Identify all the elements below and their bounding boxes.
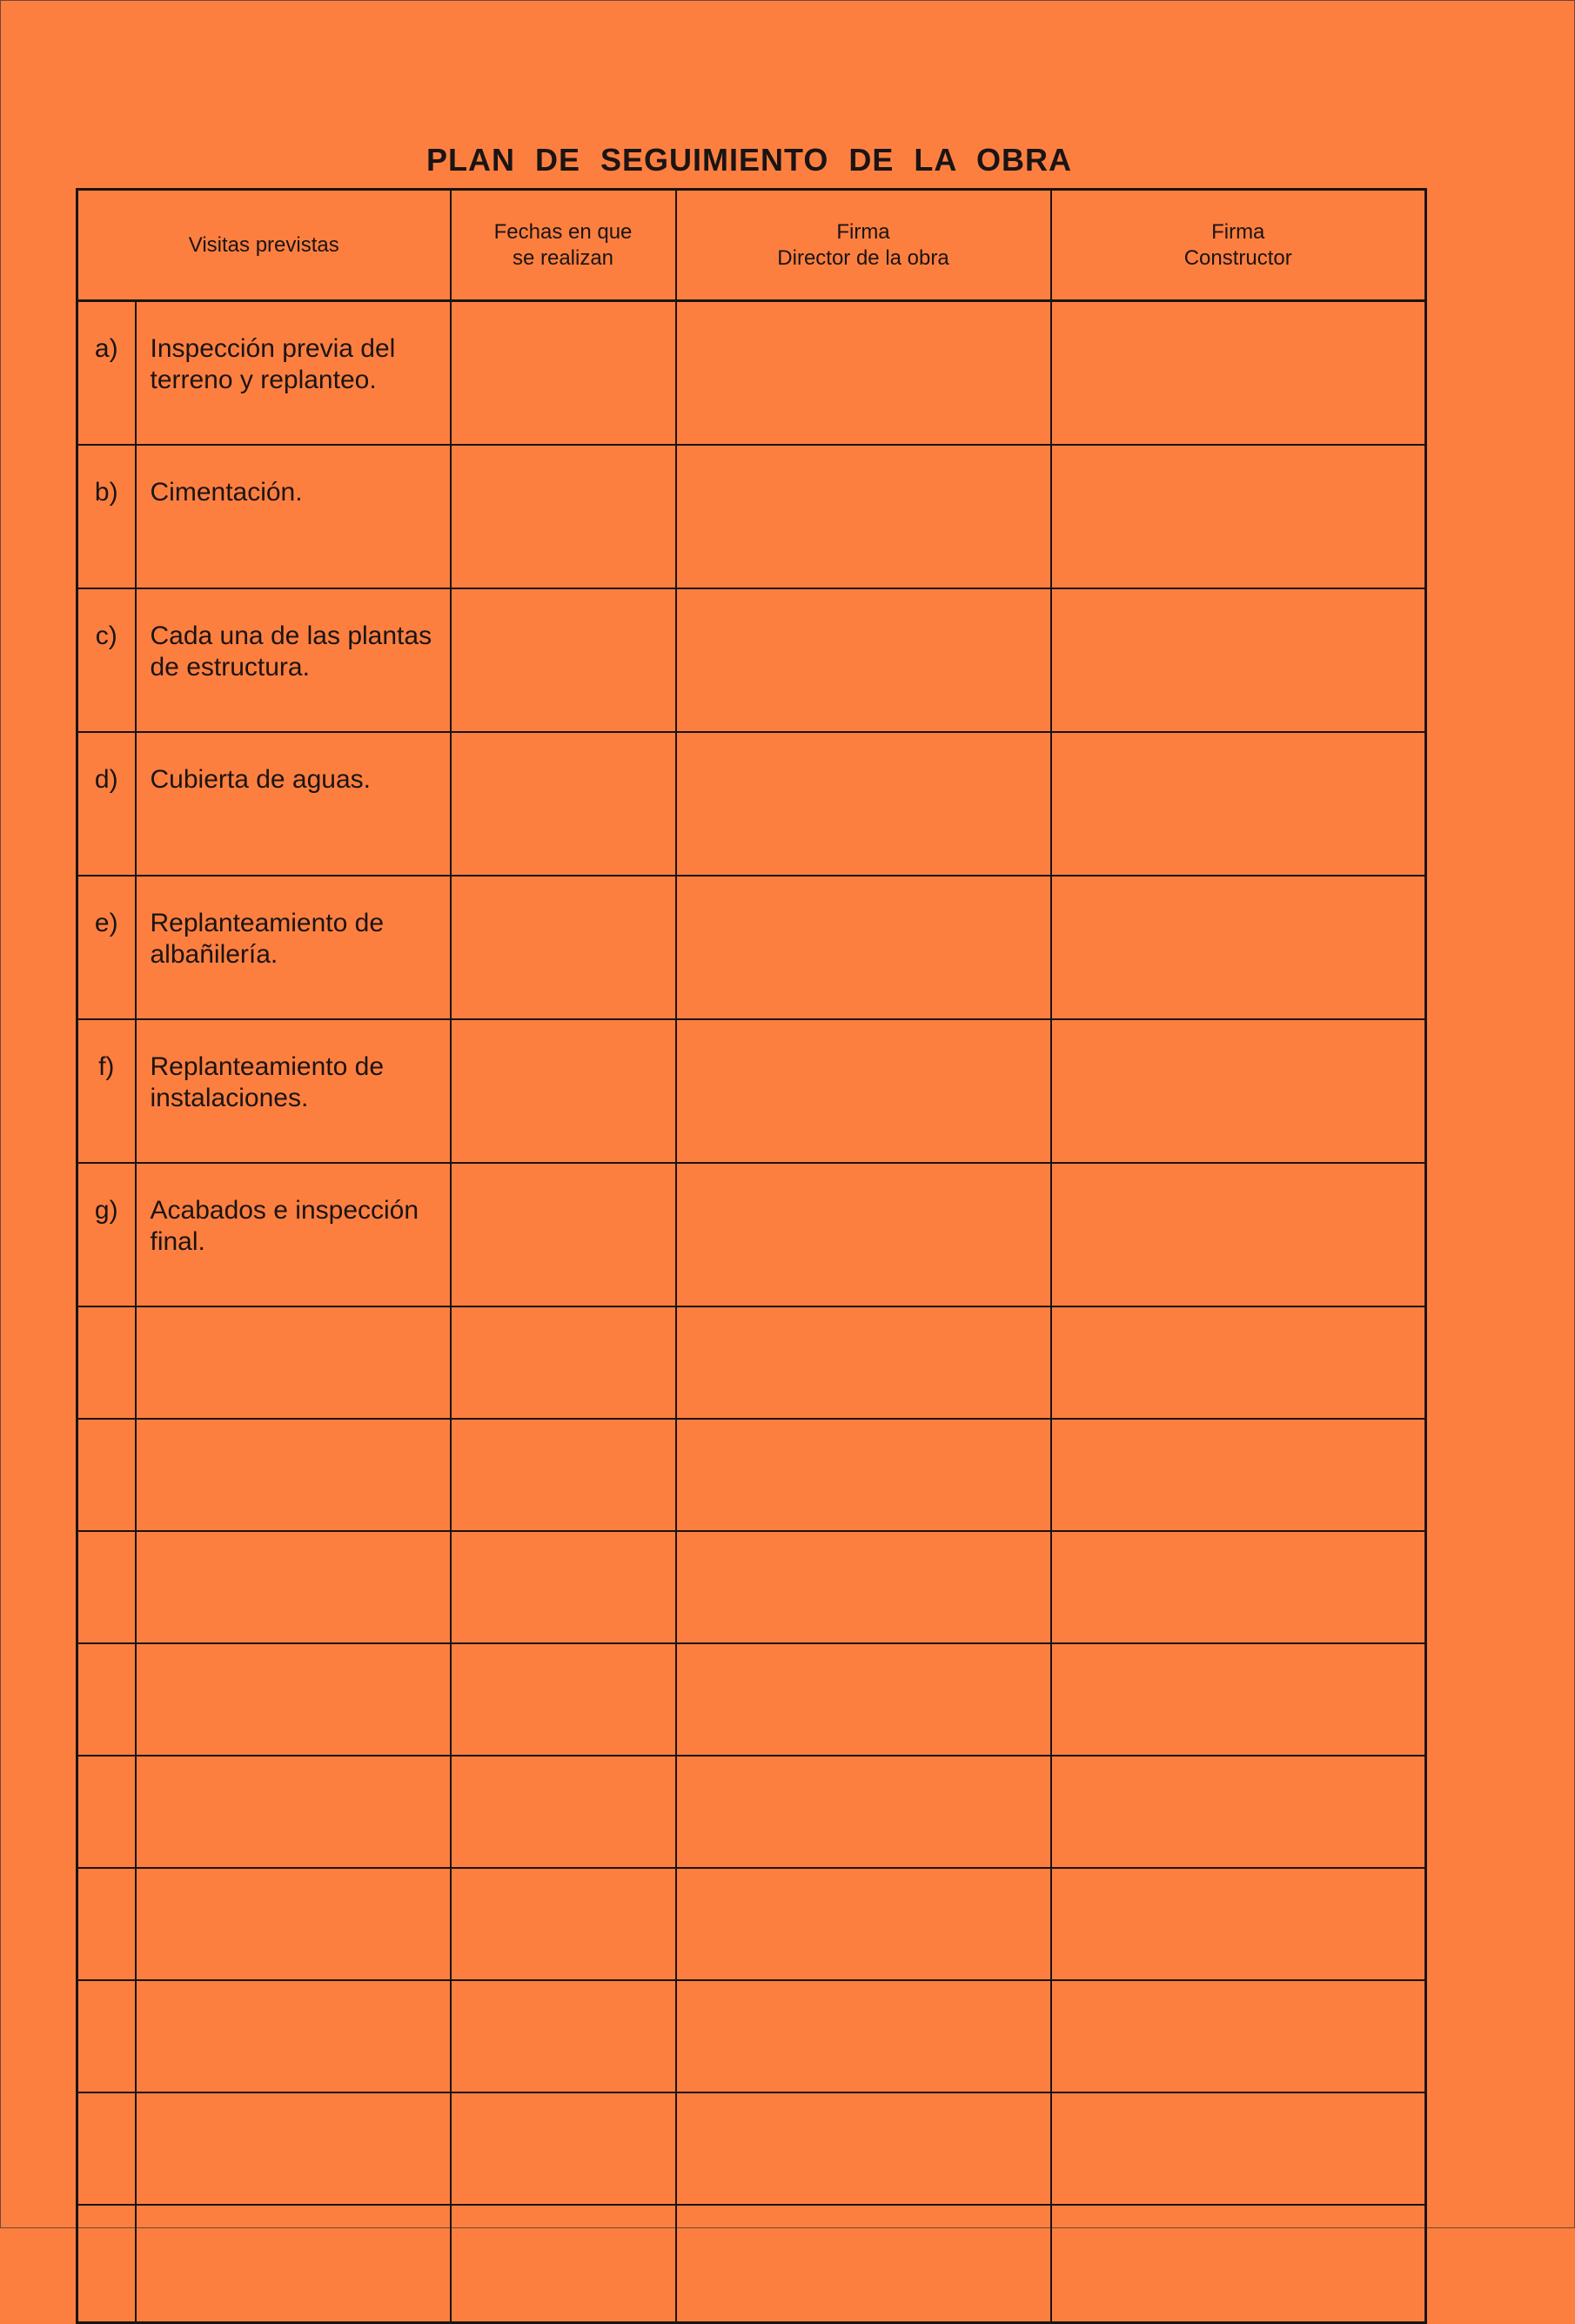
- row-visit: Acabados e inspección final.: [136, 1163, 451, 1306]
- director-signature-cell[interactable]: [676, 1643, 1051, 1756]
- row-letter: d): [77, 732, 136, 876]
- date-cell[interactable]: [451, 1980, 676, 2092]
- empty-letter-cell: [77, 1306, 136, 1419]
- header-constructor-line2: Constructor: [1183, 245, 1292, 270]
- constructor-signature-cell[interactable]: [1051, 301, 1426, 446]
- constructor-signature-cell[interactable]: [1051, 1419, 1426, 1531]
- date-cell[interactable]: [451, 301, 676, 446]
- header-director-line1: Firma: [836, 219, 890, 244]
- constructor-signature-cell[interactable]: [1051, 1163, 1426, 1306]
- empty-visit-cell[interactable]: [136, 1306, 451, 1419]
- director-signature-cell[interactable]: [676, 1306, 1051, 1419]
- empty-row: [77, 1643, 1426, 1756]
- header-director-line2: Director de la obra: [777, 245, 949, 270]
- director-signature-cell[interactable]: [676, 301, 1051, 446]
- table-header-row: [77, 190, 1426, 301]
- row-visit: Replanteamiento de albañilería.: [136, 876, 451, 1019]
- date-cell[interactable]: [451, 1643, 676, 1756]
- director-signature-cell[interactable]: [676, 732, 1051, 876]
- constructor-signature-cell[interactable]: [1051, 1756, 1426, 1868]
- empty-visit-cell[interactable]: [136, 2092, 451, 2205]
- empty-row: [77, 2205, 1426, 2323]
- date-cell[interactable]: [451, 1756, 676, 1868]
- constructor-signature-cell[interactable]: [1051, 1019, 1426, 1163]
- director-signature-cell[interactable]: [676, 2205, 1051, 2323]
- date-cell[interactable]: [451, 1306, 676, 1419]
- empty-row: [77, 1531, 1426, 1643]
- header-firma-constructor: [1051, 190, 1426, 301]
- row-visit: Inspección previa del terreno y replanteo.: [136, 301, 451, 446]
- row-letter: e): [77, 876, 136, 1019]
- row-visit: Cimentación.: [136, 445, 451, 588]
- constructor-signature-cell[interactable]: [1051, 1306, 1426, 1419]
- empty-row: [77, 1980, 1426, 2092]
- constructor-signature-cell[interactable]: [1051, 2205, 1426, 2323]
- constructor-signature-cell[interactable]: [1051, 732, 1426, 876]
- header-firma-director: [676, 190, 1051, 301]
- date-cell[interactable]: [451, 1419, 676, 1531]
- constructor-signature-cell[interactable]: [1051, 445, 1426, 588]
- director-signature-cell[interactable]: [676, 1868, 1051, 1980]
- table-row: [77, 445, 1426, 588]
- empty-visit-cell[interactable]: [136, 1980, 451, 2092]
- director-signature-cell[interactable]: [676, 876, 1051, 1019]
- constructor-signature-cell[interactable]: [1051, 2092, 1426, 2205]
- constructor-signature-cell[interactable]: [1051, 1643, 1426, 1756]
- empty-visit-cell[interactable]: [136, 1643, 451, 1756]
- empty-letter-cell: [77, 1868, 136, 1980]
- row-letter: b): [77, 445, 136, 588]
- constructor-signature-cell[interactable]: [1051, 1868, 1426, 1980]
- empty-row: [77, 1868, 1426, 1980]
- director-signature-cell[interactable]: [676, 1980, 1051, 2092]
- empty-letter-cell: [77, 2205, 136, 2323]
- director-signature-cell[interactable]: [676, 445, 1051, 588]
- constructor-signature-cell[interactable]: [1051, 1980, 1426, 2092]
- empty-row: [77, 2092, 1426, 2205]
- empty-letter-cell: [77, 1756, 136, 1868]
- date-cell[interactable]: [451, 2205, 676, 2323]
- empty-row: [77, 1306, 1426, 1419]
- director-signature-cell[interactable]: [676, 1531, 1051, 1643]
- table-row: [77, 876, 1426, 1019]
- row-letter: a): [77, 301, 136, 446]
- director-signature-cell[interactable]: [676, 1019, 1051, 1163]
- date-cell[interactable]: [451, 876, 676, 1019]
- empty-letter-cell: [77, 1980, 136, 2092]
- inspection-table: [76, 188, 1427, 2324]
- director-signature-cell[interactable]: [676, 1163, 1051, 1306]
- empty-letter-cell: [77, 2092, 136, 2205]
- empty-row: [77, 1756, 1426, 1868]
- header-visitas-label: Visitas previstas: [188, 232, 339, 257]
- empty-letter-cell: [77, 1531, 136, 1643]
- director-signature-cell[interactable]: [676, 588, 1051, 732]
- table-row: [77, 588, 1426, 732]
- date-cell[interactable]: [451, 732, 676, 876]
- row-letter: f): [77, 1019, 136, 1163]
- constructor-signature-cell[interactable]: [1051, 876, 1426, 1019]
- date-cell[interactable]: [451, 445, 676, 588]
- table-row: [77, 1019, 1426, 1163]
- header-fechas-line1: Fechas en que: [493, 219, 633, 244]
- director-signature-cell[interactable]: [676, 1419, 1051, 1531]
- date-cell[interactable]: [451, 2092, 676, 2205]
- empty-letter-cell: [77, 1419, 136, 1531]
- row-visit: Cubierta de aguas.: [136, 732, 451, 876]
- header-visitas: [77, 190, 451, 301]
- empty-visit-cell[interactable]: [136, 1868, 451, 1980]
- table-row: [77, 732, 1426, 876]
- empty-visit-cell[interactable]: [136, 1419, 451, 1531]
- page-title: PLAN DE SEGUIMIENTO DE LA OBRA: [426, 142, 1073, 178]
- constructor-signature-cell[interactable]: [1051, 588, 1426, 732]
- row-visit: Replanteamiento de instalaciones.: [136, 1019, 451, 1163]
- director-signature-cell[interactable]: [676, 2092, 1051, 2205]
- table-row: [77, 301, 1426, 446]
- empty-visit-cell[interactable]: [136, 1531, 451, 1643]
- date-cell[interactable]: [451, 1531, 676, 1643]
- table-row: [77, 1163, 1426, 1306]
- director-signature-cell[interactable]: [676, 1756, 1051, 1868]
- row-visit: Cada una de las plantas de estructura.: [136, 588, 451, 732]
- header-fechas-line2: se realizan: [512, 245, 614, 270]
- empty-letter-cell: [77, 1643, 136, 1756]
- empty-visit-cell[interactable]: [136, 2205, 451, 2323]
- constructor-signature-cell[interactable]: [1051, 1531, 1426, 1643]
- row-letter: g): [77, 1163, 136, 1306]
- date-cell[interactable]: [451, 1868, 676, 1980]
- header-fechas: [451, 190, 676, 301]
- date-cell[interactable]: [451, 1163, 676, 1306]
- date-cell[interactable]: [451, 1019, 676, 1163]
- header-constructor-line1: Firma: [1211, 219, 1265, 244]
- empty-visit-cell[interactable]: [136, 1756, 451, 1868]
- empty-row: [77, 1419, 1426, 1531]
- date-cell[interactable]: [451, 588, 676, 732]
- row-letter: c): [77, 588, 136, 732]
